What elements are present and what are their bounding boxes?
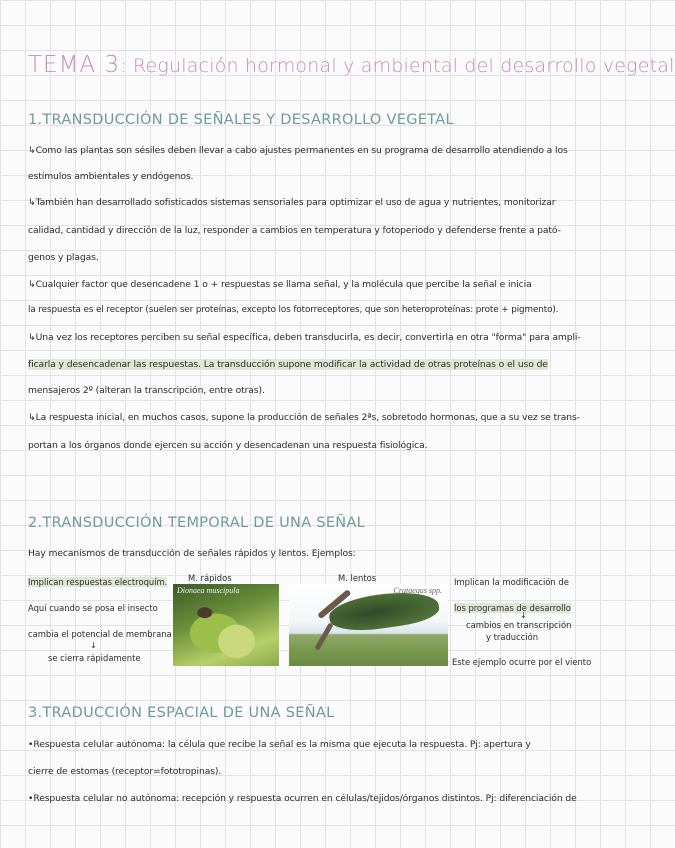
tree-trunk: [314, 622, 333, 650]
s1-line: estímulos ambientales y endógenos.: [28, 171, 194, 182]
s1-line: ↳Como las plantas son sésiles deben llevar a cabo ajustes permanentes en su programa de desarrollo atendiendo a los: [28, 145, 568, 156]
label-fast: M. rápidos: [188, 573, 232, 583]
tema-subtitle: : Regulación hormonal y ambiental del desarrollo vegetal: [120, 55, 675, 77]
down-arrow-icon: ↓: [520, 611, 527, 620]
down-arrow-icon: ↓: [90, 641, 97, 650]
page-title: [28, 52, 675, 78]
s1-line: ↳La respuesta inicial, en muchos casos, supone la producción de señales 2ªs, sobretodo hormonas, que a su vez se trans-: [28, 412, 580, 423]
s3-line: cierre de estomas (receptor=fototropinas).: [28, 766, 222, 777]
left-note: Aquí cuando se posa el insecto: [28, 603, 158, 613]
right-note-text: Implican la modificación de: [454, 577, 569, 587]
s1-line: mensajeros 2º (alteran la transcripción, entre otras).: [28, 385, 265, 396]
right-note: y traducción: [486, 632, 539, 642]
section1-heading: 1.TRANSDUCCIÓN DE SEÑALES Y DESARROLLO VEGETAL: [28, 112, 454, 128]
s1-line: calidad, cantidad y dirección de la luz, responder a cambios en temperatura y fotoperiodo y defenderse frente a pató-: [28, 225, 561, 236]
s1-line: genos y plagas.: [28, 252, 99, 263]
s1-line: portan a los órganos donde ejercen su acción y desencadenan una respuesta fisiológica.: [28, 440, 428, 451]
s1-line: la respuesta es el receptor (suelen ser proteínas, excepto los fotorreceptores, que son heteroproteínas: prote + pigmento).: [28, 305, 559, 315]
section2-heading: 2.TRANSDUCCIÓN TEMPORAL DE UNA SEÑAL: [28, 515, 366, 531]
section3-heading: 3.TRADUCCIÓN ESPACIAL DE UNA SEÑAL: [28, 705, 335, 721]
left-note: Implican respuestas electroquím.: [28, 577, 168, 587]
left-note: se cierra rápidamente: [48, 653, 141, 663]
label-slow: M. lentos: [338, 573, 377, 583]
s1-line: ↳Cualquier factor que desencadene 1 o + respuestas se llama señal, y la molécula que percibe la señal e inicia: [28, 279, 532, 290]
right-note: Este ejemplo ocurre por el viento: [452, 657, 592, 667]
right-note: los programas de desarrollo: [454, 603, 571, 613]
right-note: [454, 577, 569, 587]
s2-intro: Hay mecanismos de transducción de señales rápidos y lentos. Ejemplos:: [28, 548, 356, 559]
venus-flytrap-photo: [173, 584, 279, 666]
s3-line: •Respuesta celular autónoma: la célula que recibe la señal es la misma que ejecuta la respuesta. Pj: apertura y: [28, 739, 531, 750]
photo2-caption: Crataegus spp.: [393, 586, 442, 595]
right-note: cambios en transcripción: [466, 620, 572, 630]
s1-line: ficarla y desencadenar las respuestas. La transducción supone modificar la actividad de otras proteínas o el uso de: [28, 359, 548, 370]
s1-line: ↳También han desarrollado sofisticados sistemas sensoriales para optimizar el uso de agua y nutrientes, monitorizar: [28, 197, 556, 208]
tema-label: TEMA 3: [28, 52, 121, 78]
left-note: cambia el potencial de membrana: [28, 629, 172, 639]
windswept-tree-photo: [289, 584, 448, 666]
s1-line: ↳Una vez los receptores perciben su señal específica, deben transducirla, es decir, convertirla en otra "forma" para ampli-: [28, 332, 581, 343]
s3-line: •Respuesta celular no autónoma: recepción y respuesta ocurren en células/tejidos/órganos distintos. Pj: diferenciación de: [28, 793, 577, 804]
photo1-caption: Dionaea muscipula: [177, 586, 240, 595]
